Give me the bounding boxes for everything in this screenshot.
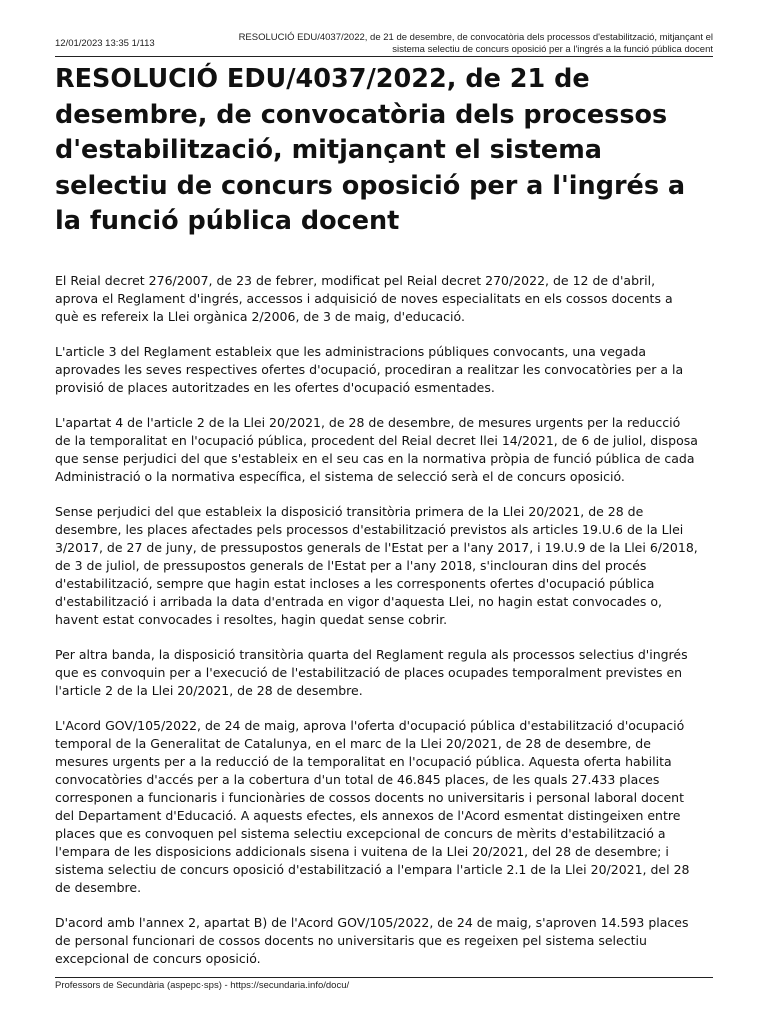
- text-line: Administració o la normativa específica, el sistema de selecció serà el de concurs oposició.: [55, 469, 625, 484]
- text-line: L'article 3 del Reglament estableix que les administracions públiques convocants, una vegada: [55, 344, 647, 359]
- text-line: mesures urgents per a la reducció de la temporalitat en l'ocupació pública. Aquesta oferta habilita: [55, 754, 672, 769]
- text-line: l'article 2 de la Llei 20/2021, de 28 de desembre.: [55, 683, 363, 698]
- text-line: D'acord amb l'annex 2, apartat B) de l'Acord GOV/105/2022, de 24 de maig, s'aproven 14.593 places: [55, 915, 689, 930]
- header-date: 12/01/2023 13:35: [55, 38, 129, 49]
- text-line: què es refereix la Llei orgànica 2/2006, de 3 de maig, d'educació.: [55, 309, 465, 324]
- paragraph-disposicio-transitoria-primera: [55, 503, 715, 629]
- header-title-line: RESOLUCIÓ EDU/4037/2022, de 21 de desembre, de convocatòria dels processos d'estabilització, mitjançant el: [238, 32, 713, 43]
- text-line: de la temporalitat en l'ocupació pública, procedent del Reial decret llei 14/2021, de 6 de juliol, disposa: [55, 433, 698, 448]
- text-line: places que es convoquen pel sistema selectiu excepcional de concurs de mèrits d'estabilització a: [55, 826, 666, 841]
- page-header: [55, 30, 713, 57]
- header-document-title: [188, 32, 713, 56]
- text-line: de 3 de juliol, de pressupostos generals de l'Estat per a l'any 2018, s'inclouran dins del procés: [55, 558, 647, 573]
- text-line: L'apartat 4 de l'article 2 de la Llei 20/2021, de 28 de desembre, de mesures urgents per la reducció: [55, 415, 681, 430]
- title-line: la funció pública docent: [55, 206, 400, 236]
- title-line: desembre, de convocatòria dels processos: [55, 99, 668, 130]
- paragraph-reial-decret: [55, 272, 715, 326]
- header-page-number: 1/113: [131, 38, 155, 49]
- text-line: excepcional de concurs oposició.: [55, 951, 261, 966]
- paragraph-acord-gov: [55, 717, 715, 897]
- title-line: RESOLUCIÓ EDU/4037/2022, de 21 de: [55, 64, 590, 94]
- text-line: convocatòries d'accés per a la cobertura d'un total de 46.845 places, de les quals 27.433 places: [55, 772, 660, 787]
- text-line: L'Acord GOV/105/2022, de 24 de maig, aprova l'oferta d'ocupació pública d'estabilització d'ocupació: [55, 718, 685, 733]
- text-line: Per altra banda, la disposició transitòria quarta del Reglament regula als processos selectius d'ingrés: [55, 647, 688, 662]
- paragraph-article-3: [55, 343, 715, 397]
- header-title-line: sistema selectiu de concurs oposició per a l'ingrés a la funció pública docent: [392, 44, 713, 55]
- text-line: de desembre.: [55, 880, 142, 895]
- text-line: d'estabilització i arribada la data d'entrada en vigor d'aquesta Llei, no hagin estat convocades o,: [55, 594, 663, 609]
- title-line: selectiu de concurs oposició per a l'ingrés a: [55, 170, 686, 201]
- page-footer: [55, 977, 713, 992]
- text-line: havent estat convocades i resoltes, hagin quedat sense cobrir.: [55, 612, 448, 627]
- text-line: 3/2017, de 27 de juny, de pressupostos generals de l'Estat per a l'any 2017, i 19.U.9 de la Llei 6/2018,: [55, 540, 698, 555]
- text-line: Sense perjudici del que estableix la disposició transitòria primera de la Llei 20/2021, de 28 de: [55, 504, 644, 519]
- document-title: [55, 62, 715, 240]
- header-meta: [55, 38, 155, 50]
- text-line: sistema selectiu de concurs oposició d'estabilització a l'empara l'article 2.1 de la Llei 20/2021, del 28: [55, 862, 690, 877]
- text-line: d'estabilització, sempre que hagin estat incloses a les corresponents ofertes d'ocupació pública: [55, 576, 655, 591]
- footer-text: Professors de Secundària (aspepc·sps) - https://secundaria.info/docu/: [55, 980, 350, 991]
- document-body: [55, 272, 715, 985]
- text-line: l'empara de les disposicions addicionals sisena i vuitena de la Llei 20/2021, del 28 de desembre; i: [55, 844, 669, 859]
- text-line: El Reial decret 276/2007, de 23 de febrer, modificat pel Reial decret 270/2022, de 12 de d'abril,: [55, 273, 656, 288]
- text-line: de personal funcionari de cossos docents no universitaris que es regeixen pel sistema selectiu: [55, 933, 647, 948]
- paragraph-apartat-4: [55, 414, 715, 486]
- text-line: aprova el Reglament d'ingrés, accessos i adquisició de noves especialitats en els cossos docents a: [55, 291, 673, 306]
- text-line: corresponen a funcionaris i funcionàries de cossos docents no universitaris i personal laboral docent: [55, 790, 684, 805]
- text-line: que es convoquin per a l'execució de l'estabilització de places ocupades temporalment previstes en: [55, 665, 683, 680]
- text-line: temporal de la Generalitat de Catalunya, en el marc de la Llei 20/2021, de 28 de desembre, de: [55, 736, 651, 751]
- paragraph-annex-2: [55, 914, 715, 968]
- text-line: desembre, les places afectades pels processos d'estabilització previstos als articles 19.U.6 de la Llei: [55, 522, 684, 537]
- text-line: aprovades les seves respectives ofertes d'ocupació, procediran a realitzar les convocatòries per a la: [55, 362, 684, 377]
- title-line: d'estabilització, mitjançant el sistema: [55, 135, 603, 165]
- paragraph-disposicio-transitoria-quarta: [55, 646, 715, 700]
- text-line: provisió de places autoritzades en les ofertes d'ocupació esmentades.: [55, 380, 495, 395]
- text-line: que sense perjudici del que s'estableix en el seu cas en la normativa pròpia de funció pública de cada: [55, 451, 695, 466]
- text-line: del Departament d'Educació. A aquests efectes, els annexos de l'Acord esmentat distingeixen entre: [55, 808, 681, 823]
